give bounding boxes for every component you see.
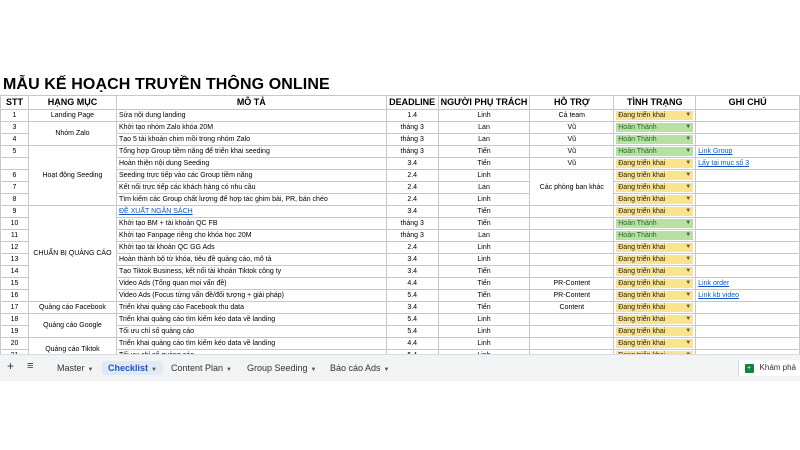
cell-hang-muc[interactable]: Quảng cáo Google [28,314,116,338]
table-row [1,266,800,278]
cell-mo-ta[interactable]: Tối ưu chỉ số quảng cáo [116,326,386,338]
table-row [1,110,800,122]
cell-nguoi-phu-trach[interactable]: Linh [438,242,530,254]
cell-mo-ta[interactable]: Tạo 5 tài khoản chim mồi trong nhóm Zalo [116,134,386,146]
header-deadline[interactable]: DEADLINE [386,96,438,110]
cell-hang-muc[interactable]: CHUẨN BỊ QUẢNG CÁO [28,206,116,302]
status-dropdown[interactable] [616,315,693,324]
cell-stt[interactable]: 3 [1,122,29,134]
cell-ghi-chu[interactable]: Link order [696,278,800,290]
cell-ghi-chu[interactable] [696,326,800,338]
cell-tinh-trang[interactable] [614,242,696,254]
cell-nguoi-phu-trach[interactable]: Linh [438,194,530,206]
status-dropdown[interactable] [616,291,693,300]
header-stt[interactable]: STT [1,96,29,110]
status-dropdown[interactable] [616,231,693,240]
cell-mo-ta[interactable]: Tạo Tiktok Business, kết nối tài khoản Tiktok công ty [116,266,386,278]
cell-mo-ta[interactable]: Khởi tạo nhóm Zalo khóa 20M [116,122,386,134]
chevron-down-icon: ▼ [685,160,692,166]
cell-tinh-trang[interactable] [614,170,696,182]
cell-stt[interactable]: 19 [1,326,29,338]
cell-mo-ta[interactable]: Khởi tạo tài khoản QC GG Ads [116,242,386,254]
cell-stt[interactable]: 12 [1,242,29,254]
cell-nguoi-phu-trach[interactable]: Lan [438,230,530,242]
cell-stt[interactable]: 10 [1,218,29,230]
cell-nguoi-phu-trach[interactable]: Linh [438,110,530,122]
cell-tinh-trang[interactable] [614,266,696,278]
tab-bao-cao-ads[interactable]: Báo cáo Ads ▼ [330,363,390,373]
cell-tinh-trang[interactable] [614,254,696,266]
chevron-down-icon: ▼ [685,232,692,238]
status-label: Hoàn Thành [618,124,657,131]
cell-nguoi-phu-trach[interactable]: Tiến [438,290,530,302]
header-row [1,96,800,110]
cell-mo-ta[interactable]: Seeding trực tiếp vào các Group tiềm năng [116,170,386,182]
cell-nguoi-phu-trach[interactable]: Linh [438,170,530,182]
cell-mo-ta[interactable]: Hoàn thành bộ từ khóa, tiêu đề quảng cáo, mô tả [116,254,386,266]
chevron-down-icon: ▼ [685,208,692,214]
cell-ghi-chu[interactable] [696,302,800,314]
chevron-down-icon: ▼ [685,184,692,190]
cell-ho-tro[interactable]: PR-Content [530,290,614,302]
cell-stt[interactable]: 14 [1,266,29,278]
cell-deadline[interactable]: 5.4 [386,326,438,338]
cell-ghi-chu[interactable]: Lấy tại mục số 3 [696,158,800,170]
table-row [1,134,800,146]
cell-deadline[interactable]: 3.4 [386,254,438,266]
cell-stt[interactable]: 17 [1,302,29,314]
cell-hang-muc[interactable]: Landing Page [28,110,116,122]
header-ghi-chu[interactable]: GHI CHÚ [696,96,800,110]
cell-stt[interactable]: 20 [1,338,29,350]
cell-ho-tro[interactable]: Vũ [530,122,614,134]
status-label: Đang triển khai [618,268,666,275]
status-label: Đang triển khai [618,316,666,323]
status-label: Đang triển khai [618,340,666,347]
cell-tinh-trang[interactable] [614,158,696,170]
cell-stt[interactable] [1,158,29,170]
cell-tinh-trang[interactable] [614,206,696,218]
cell-ho-tro[interactable] [530,242,614,254]
status-dropdown[interactable] [616,135,693,144]
chevron-down-icon: ▼ [226,367,232,373]
status-dropdown[interactable] [616,147,693,156]
cell-mo-ta[interactable]: Video Ads (Focus từng vấn đề/đối tượng + giải pháp) [116,290,386,302]
status-label: Đang triển khai [618,256,666,263]
chevron-down-icon: ▼ [685,328,692,334]
cell-deadline[interactable]: tháng 3 [386,218,438,230]
plan-table [0,95,800,362]
table-row [1,206,800,218]
cell-tinh-trang[interactable] [614,326,696,338]
cell-deadline[interactable]: 4.4 [386,278,438,290]
status-label: Hoàn Thành [618,148,657,155]
table-row [1,194,800,206]
cell-ghi-chu[interactable] [696,266,800,278]
cell-tinh-trang[interactable] [614,194,696,206]
tab-group-seeding[interactable]: Group Seeding ▼ [247,363,317,373]
chevron-down-icon: ▼ [685,256,692,262]
cell-deadline[interactable]: tháng 3 [386,230,438,242]
status-dropdown[interactable] [616,171,693,180]
table-row [1,182,800,194]
all-sheets-menu-button[interactable]: ≡ [27,360,34,372]
cell-nguoi-phu-trach[interactable]: Tiến [438,302,530,314]
cell-deadline[interactable]: 2.4 [386,242,438,254]
cell-ho-tro[interactable]: Vũ [530,146,614,158]
tab-master[interactable]: Master ▼ [57,363,94,373]
table-row [1,230,800,242]
cell-deadline[interactable]: 3.4 [386,206,438,218]
cell-ho-tro[interactable] [530,266,614,278]
table-row [1,326,800,338]
table-row [1,170,800,182]
cell-nguoi-phu-trach[interactable]: Tiến [438,218,530,230]
cell-ho-tro[interactable]: Content [530,302,614,314]
cell-stt[interactable]: 1 [1,110,29,122]
cell-stt[interactable]: 9 [1,206,29,218]
header-hang-muc[interactable]: HẠNG MỤC [28,96,116,110]
table-row [1,218,800,230]
cell-deadline[interactable]: 5.4 [386,314,438,326]
status-dropdown[interactable] [616,267,693,276]
header-tinh-trang[interactable]: TÌNH TRẠNG [614,96,696,110]
cell-tinh-trang[interactable] [614,338,696,350]
status-dropdown[interactable] [616,255,693,264]
cell-hang-muc[interactable]: Quảng cáo Tiktok [28,338,116,362]
cell-ho-tro[interactable] [530,230,614,242]
status-label: Đang triển khai [618,172,666,179]
cell-deadline[interactable]: 3.4 [386,302,438,314]
status-dropdown[interactable] [616,207,693,216]
status-label: Hoàn Thành [618,136,657,143]
chevron-down-icon: ▼ [685,316,692,322]
tab-checklist[interactable]: Checklist ▼ [102,361,163,375]
cell-ghi-chu[interactable] [696,254,800,266]
cell-ho-tro[interactable] [530,338,614,350]
cell-deadline[interactable]: 2.4 [386,182,438,194]
cell-ho-tro[interactable]: Các phòng ban khác [530,170,614,206]
cell-mo-ta[interactable]: Triển khai quảng cáo Facebook thu data [116,302,386,314]
cell-deadline[interactable]: tháng 3 [386,122,438,134]
table-row [1,254,800,266]
chevron-down-icon: ▼ [310,367,317,373]
cell-mo-ta[interactable]: Video Ads (Tổng quan mọi vấn đề) [116,278,386,290]
chevron-down-icon: ▼ [685,280,692,286]
cell-nguoi-phu-trach[interactable]: Linh [438,254,530,266]
cell-nguoi-phu-trach[interactable]: Lan [438,134,530,146]
status-dropdown[interactable] [616,327,693,336]
cell-mo-ta[interactable]: Triển khai quảng cáo tìm kiếm kéo data về landing [116,314,386,326]
cell-mo-ta[interactable]: Tìm kiếm các Group chất lượng để hợp tác ghim bài, PR, bán chéo [116,194,386,206]
tab-content-plan[interactable]: Content Plan ▼ [171,363,232,373]
cell-hang-muc[interactable]: Hoạt động Seeding [28,146,116,206]
status-label: Đang triển khai [618,292,666,299]
cell-mo-ta[interactable]: ĐỀ XUẤT NGÂN SÁCH [116,206,386,218]
chevron-down-icon: ▼ [685,292,692,298]
chevron-down-icon: ▼ [685,172,692,178]
chevron-down-icon: ▼ [87,367,94,373]
cell-tinh-trang[interactable] [614,182,696,194]
cell-nguoi-phu-trach[interactable]: Tiến [438,146,530,158]
cell-ho-tro[interactable]: Vũ [530,158,614,170]
chevron-down-icon: ▼ [151,367,157,373]
table-body [1,110,800,362]
cell-stt[interactable]: 13 [1,254,29,266]
cell-stt[interactable]: 7 [1,182,29,194]
status-label: Đang triển khai [618,328,666,335]
cell-mo-ta[interactable]: Khởi tạo Fanpage riêng cho khóa học 20M [116,230,386,242]
status-label: Hoàn Thành [618,220,657,227]
cell-tinh-trang[interactable] [614,218,696,230]
cell-stt[interactable]: 15 [1,278,29,290]
cell-tinh-trang[interactable] [614,302,696,314]
table-row [1,278,800,290]
cell-tinh-trang[interactable] [614,110,696,122]
cell-nguoi-phu-trach[interactable]: Lan [438,122,530,134]
cell-tinh-trang[interactable] [614,134,696,146]
chevron-down-icon: ▼ [685,244,692,250]
cell-nguoi-phu-trach[interactable]: Tiến [438,278,530,290]
cell-tinh-trang[interactable] [614,278,696,290]
cell-deadline[interactable]: 1.4 [386,110,438,122]
cell-ghi-chu[interactable] [696,110,800,122]
chevron-down-icon: ▼ [685,136,692,142]
cell-ho-tro[interactable] [530,206,614,218]
cell-ghi-chu[interactable] [696,122,800,134]
header-nguoi-phu-trach[interactable]: NGƯỜI PHỤ TRÁCH [438,96,530,110]
cell-tinh-trang[interactable] [614,230,696,242]
table-row [1,290,800,302]
cell-ghi-chu[interactable] [696,338,800,350]
cell-ghi-chu[interactable] [696,314,800,326]
chevron-down-icon: ▼ [685,304,692,310]
explore-button[interactable]: + Khám phá [738,360,800,376]
status-dropdown[interactable] [616,111,693,120]
cell-mo-ta[interactable]: Sửa nội dung landing [116,110,386,122]
cell-ho-tro[interactable] [530,314,614,326]
table-row [1,338,800,350]
cell-nguoi-phu-trach[interactable]: Tiến [438,206,530,218]
cell-tinh-trang[interactable] [614,314,696,326]
status-label: Đang triển khai [618,160,666,167]
table-row [1,122,800,134]
cell-ghi-chu[interactable] [696,134,800,146]
cell-tinh-trang[interactable] [614,290,696,302]
cell-deadline[interactable]: 2.4 [386,170,438,182]
status-dropdown[interactable] [616,219,693,228]
cell-nguoi-phu-trach[interactable]: Tiến [438,266,530,278]
status-label: Đang triển khai [618,112,666,119]
cell-mo-ta[interactable]: Khởi tạo BM + tài khoản QC FB [116,218,386,230]
sheet-title: MẪU KẾ HOẠCH TRUYỀN THÔNG ONLINE [3,76,330,93]
cell-deadline[interactable]: 2.4 [386,194,438,206]
cell-nguoi-phu-trach[interactable]: Tiến [438,158,530,170]
table-row [1,242,800,254]
status-label: Hoàn Thành [618,232,657,239]
status-label: Đang triển khai [618,196,666,203]
cell-ho-tro[interactable]: Cả team [530,110,614,122]
chevron-down-icon: ▼ [685,112,692,118]
cell-ho-tro[interactable] [530,326,614,338]
cell-deadline[interactable]: 3.4 [386,266,438,278]
cell-ghi-chu[interactable] [696,182,800,194]
cell-hang-muc[interactable]: Nhóm Zalo [28,122,116,146]
cell-mo-ta[interactable]: Tổng hợp Group tiềm năng để triển khai seeding [116,146,386,158]
status-dropdown[interactable] [616,303,693,312]
cell-stt[interactable]: 16 [1,290,29,302]
add-sheet-button[interactable]: + [7,359,15,373]
cell-stt[interactable]: 11 [1,230,29,242]
status-label: Đang triển khai [618,244,666,251]
cell-ghi-chu[interactable] [696,194,800,206]
status-label: Đang triển khai [618,304,666,311]
status-label: Đang triển khai [618,208,666,215]
cell-ghi-chu[interactable]: Link kb video [696,290,800,302]
status-dropdown[interactable] [616,183,693,192]
status-dropdown[interactable] [616,195,693,204]
cell-ghi-chu[interactable] [696,170,800,182]
chevron-down-icon: ▼ [685,124,692,130]
cell-stt[interactable]: 8 [1,194,29,206]
cell-ho-tro[interactable] [530,254,614,266]
cell-ghi-chu[interactable]: Link Group [696,146,800,158]
cell-hang-muc[interactable]: Quảng cáo Facebook [28,302,116,314]
header-mo-ta[interactable]: MÔ TẢ [116,96,386,110]
cell-stt[interactable]: 5 [1,146,29,158]
chevron-down-icon: ▼ [685,268,692,274]
cell-mo-ta[interactable]: Kết nối trực tiếp các khách hàng có nhu cầu [116,182,386,194]
cell-deadline[interactable]: 3.4 [386,158,438,170]
cell-nguoi-phu-trach[interactable]: Lan [438,182,530,194]
status-dropdown[interactable] [616,123,693,132]
header-ho-tro[interactable]: HỖ TRỢ [530,96,614,110]
cell-nguoi-phu-trach[interactable]: Linh [438,326,530,338]
chevron-down-icon: ▼ [685,148,692,154]
sheet-tab-bar [0,354,800,381]
cell-nguoi-phu-trach[interactable]: Linh [438,314,530,326]
table-row [1,158,800,170]
cell-ho-tro[interactable] [530,218,614,230]
cell-ghi-chu[interactable] [696,206,800,218]
cell-deadline[interactable]: 5.4 [386,290,438,302]
cell-stt[interactable]: 4 [1,134,29,146]
cell-tinh-trang[interactable] [614,146,696,158]
status-label: Đang triển khai [618,184,666,191]
cell-tinh-trang[interactable] [614,122,696,134]
chevron-down-icon: ▼ [685,196,692,202]
status-label: Đang triển khai [618,280,666,287]
cell-ghi-chu[interactable] [696,242,800,254]
status-dropdown[interactable] [616,279,693,288]
explore-icon: + [745,364,754,373]
cell-mo-ta[interactable]: Triển khai quảng cáo tìm kiếm kéo data về landing [116,338,386,350]
status-dropdown[interactable] [616,339,693,348]
chevron-down-icon: ▼ [685,220,692,226]
cell-deadline[interactable]: tháng 3 [386,146,438,158]
chevron-down-icon: ▼ [685,340,692,346]
cell-deadline[interactable]: 4.4 [386,338,438,350]
table-row [1,146,800,158]
chevron-down-icon: ▼ [383,367,390,373]
status-dropdown[interactable] [616,159,693,168]
cell-ho-tro[interactable]: Vũ [530,134,614,146]
cell-ghi-chu[interactable] [696,230,800,242]
cell-mo-ta[interactable]: Hoàn thiện nội dung Seeding [116,158,386,170]
cell-stt[interactable]: 6 [1,170,29,182]
cell-deadline[interactable]: tháng 3 [386,134,438,146]
status-dropdown[interactable] [616,243,693,252]
table-row [1,314,800,326]
cell-ho-tro[interactable]: PR-Content [530,278,614,290]
cell-stt[interactable]: 18 [1,314,29,326]
table-row [1,302,800,314]
cell-nguoi-phu-trach[interactable]: Linh [438,338,530,350]
cell-ghi-chu[interactable] [696,218,800,230]
